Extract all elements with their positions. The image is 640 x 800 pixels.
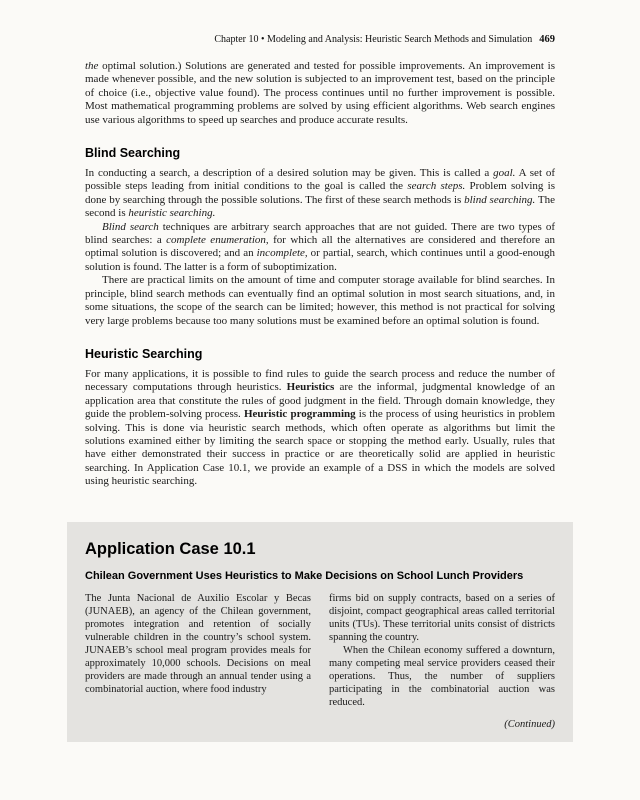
case-subtitle: Chilean Government Uses Heuristics to Make Decisions on School Lunch Providers — [85, 569, 524, 582]
paragraph-intro: the optimal solution.) Solutions are generated and tested for possible improvements. An improvement is made whenever possible, and the new solution is subjected to an improvement test, based on the principle of choice (i.e., objective value found). The process continues until no further improvement is possible. Most mathematical programming problems are solved by using efficient algorithms. Web search engines use various algorithms to speed up searches and produce accurate results. — [85, 60, 555, 126]
paragraph: There are practical limits on the amount of time and computer storage available for blind searches. In principle, blind search methods can eventually find an optimal solution in most search situations, and, in some situations, the scope of the search can be limited; however, this method is not practical for solving very large problems because too many solutions must be examined before an optimal solution is found. — [85, 274, 555, 327]
page-header — [85, 34, 555, 46]
section-heading-heuristic-searching: Heuristic Searching — [85, 346, 203, 361]
paragraph: For many applications, it is possible to find rules to guide the search process and reduce the number of necessary computations through heuristics. Heuristics are the informal, judgmental knowledge of an application area that constitute the rules of good judgment in the field. Through domain knowledge, they guide the problem-solving process. Heuristic programming is the process of using heuristics in problem solving. This is done via heuristic search methods, which often operate as algorithms but limit the solutions examined either by limiting the search space or stopping the method early. Usually, rules that have either demonstrated their success in practice or are theoretically solid are applied in heuristic searching. In Application Case 10.1, we provide an example of a DSS in which the models are solved using heuristic searching. — [85, 367, 555, 488]
case-title: Application Case 10.1 — [85, 539, 256, 558]
continued-note: (Continued) — [504, 718, 555, 730]
paragraph: The Junta Nacional de Auxilio Escolar y Becas (JUNAEB), an agency of the Chilean government, promotes integration and retention of socially vulnerable children in the country’s school system. JUNAEB’s school meal program provides meals for approximately 10,000 schools. Decisions on meal providers are made through an annual tender using a combinatorial auction, where food industry — [85, 592, 311, 695]
paragraph: Blind search techniques are arbitrary search approaches that are not guided. There are two types of blind searches: a complete enumeration, for which all the alternatives are considered and therefore an optimal solution is discovered; and an incomplete, or partial, search, which continues until a good-enough solution is found. The latter is a form of suboptimization. — [85, 220, 556, 273]
paragraph: In conducting a search, a description of a desired solution may be given. This is called a goal. A set of possible steps leading from initial conditions to the goal is called the search steps. Problem solving is done by searching through the possible solutions. The first of these search methods is blind searching. The second is heuristic searching. — [85, 167, 555, 220]
case-column-right — [329, 592, 555, 709]
case-columns — [85, 592, 555, 709]
paragraph: firms bid on supply contracts, based on a series of disjoint, compact geographical areas called territorial units (TUs). These territorial units consist of districts spanning the country. — [329, 592, 555, 643]
page-number: 469 — [539, 34, 555, 45]
paragraph: When the Chilean economy suffered a downturn, many competing meal service providers ceased their operations. Thus, the number of suppliers participating in the combinatorial auction was reduced. — [329, 644, 555, 708]
application-case-box — [67, 522, 573, 742]
chapter-header-text: Chapter 10 • Modeling and Analysis: Heuristic Search Methods and Simulation — [214, 34, 533, 45]
section-heading-blind-searching: Blind Searching — [85, 146, 181, 161]
case-column-left — [85, 592, 311, 709]
